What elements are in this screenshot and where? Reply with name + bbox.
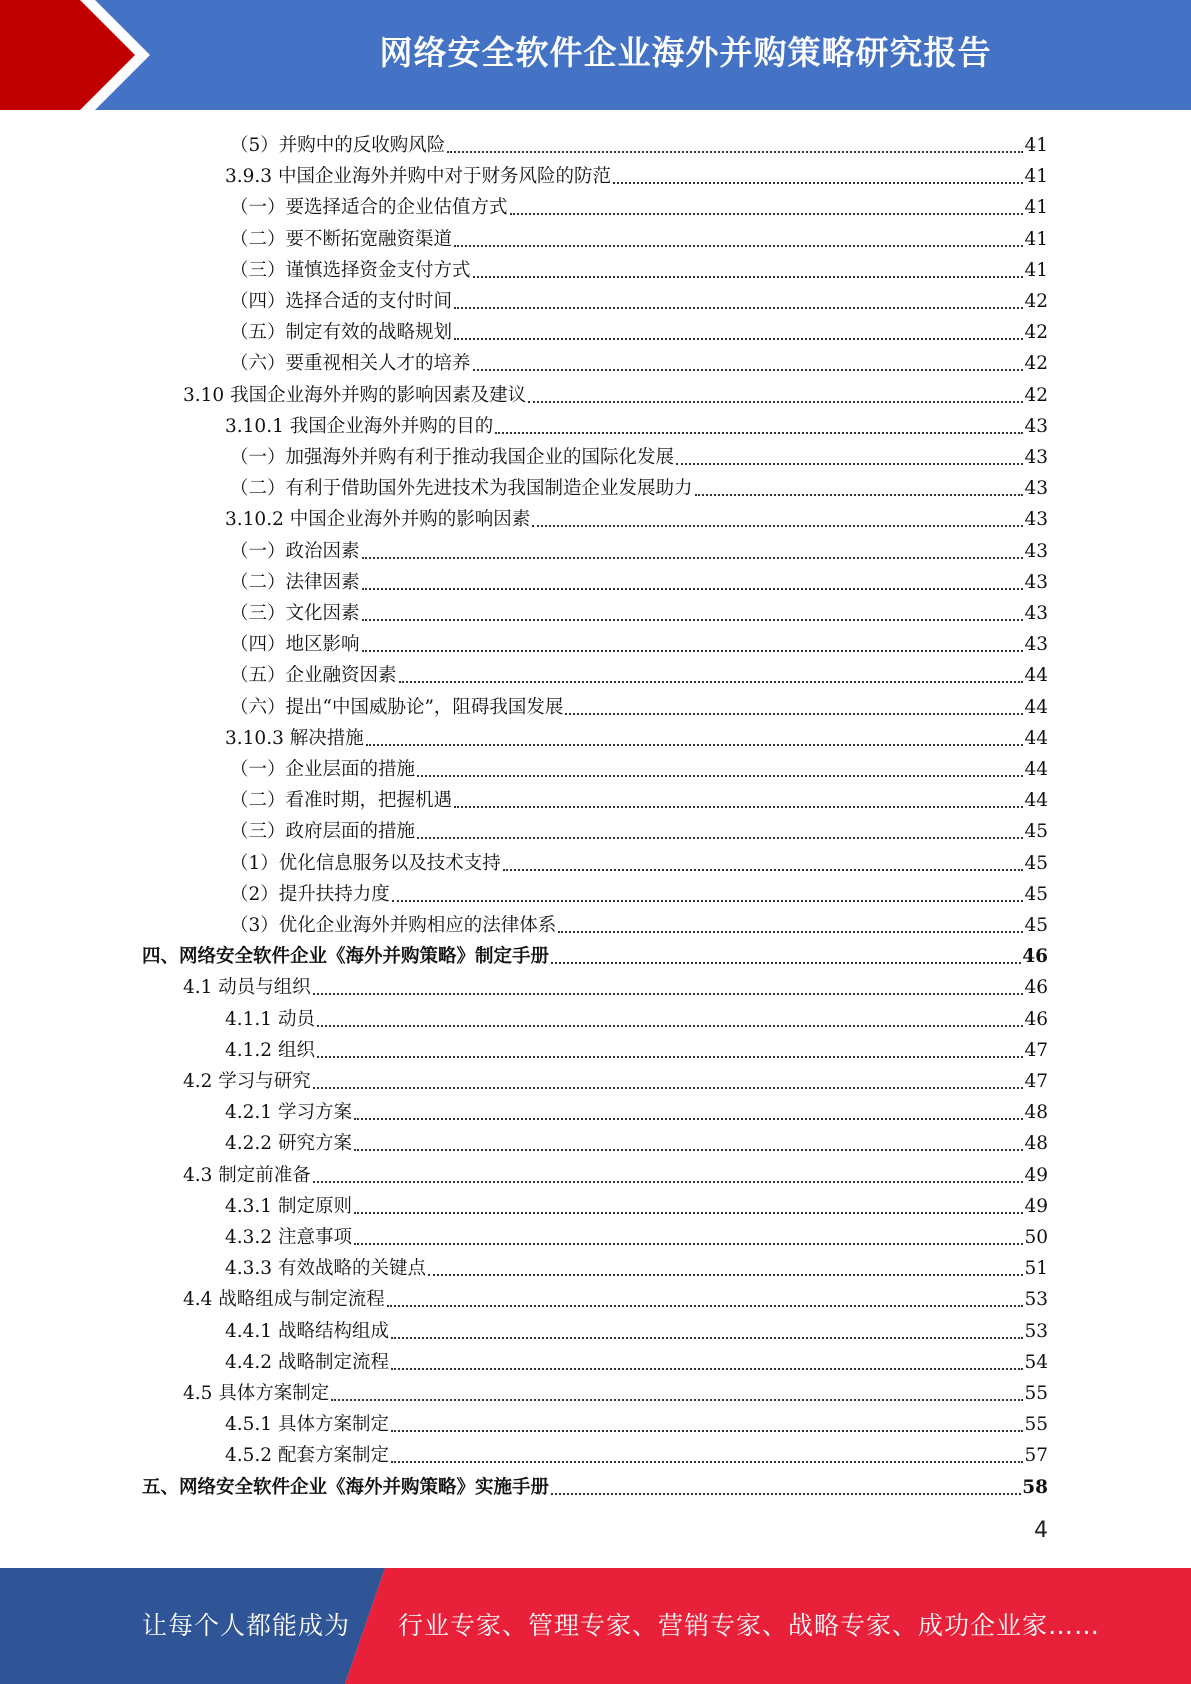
toc-dot-leader: [528, 401, 1023, 403]
toc-entry-label: 4.3.2 注意事项: [225, 1227, 352, 1248]
footer-slogan-left: 让每个人都能成为: [142, 1611, 351, 1640]
toc-entry-label: 4.4 战略组成与制定流程: [183, 1289, 385, 1311]
toc-entry[interactable]: [230, 596, 1048, 627]
toc-entry-label: 3.10.2 中国企业海外并购的影响因素: [225, 509, 531, 531]
toc-dot-leader: [558, 931, 1023, 933]
toc-entry-page: 41: [1024, 166, 1048, 188]
toc-entry-label: 4.2.1 学习方案: [225, 1102, 352, 1124]
toc-entry-page: 51: [1024, 1258, 1048, 1280]
toc-entry-page: 43: [1024, 540, 1048, 562]
toc-entry-label: （二）法律因素: [230, 571, 360, 593]
toc-entry[interactable]: [225, 1126, 1048, 1157]
toc-dot-leader: [313, 1087, 1024, 1089]
toc-dot-leader: [354, 1149, 1024, 1151]
toc-dot-leader: [454, 245, 1023, 247]
toc-dot-leader: [391, 1337, 1023, 1339]
toc-entry-label: 4.3.3 有效战略的关键点: [225, 1258, 426, 1280]
toc-entry[interactable]: [230, 783, 1048, 814]
toc-entry-page: 43: [1024, 478, 1048, 500]
page-footer: [0, 1568, 1191, 1684]
toc-dot-leader: [454, 307, 1023, 309]
toc-entry[interactable]: [230, 690, 1048, 721]
toc-entry[interactable]: [225, 1002, 1048, 1033]
toc-entry-label: （一）企业层面的措施: [230, 759, 416, 780]
toc-entry-page: 46: [1024, 977, 1048, 999]
toc-entry-page: 43: [1024, 509, 1048, 531]
toc-dot-leader: [695, 494, 1024, 496]
toc-entry-page: 44: [1024, 727, 1048, 749]
toc-dot-leader: [473, 369, 1024, 371]
toc-dot-leader: [391, 1368, 1023, 1370]
toc-dot-leader: [503, 869, 1024, 871]
toc-entry-label: 4.5.2 配套方案制定: [225, 1445, 389, 1467]
toc-entry[interactable]: [230, 908, 1048, 939]
toc-entry[interactable]: [142, 939, 1048, 970]
toc-entry-page: 43: [1024, 415, 1048, 437]
toc-entry-label: 3.10.3 解决措施: [225, 727, 364, 749]
toc-entry-page: 44: [1024, 696, 1048, 718]
toc-entry-page: 57: [1024, 1445, 1048, 1467]
toc-entry-label: 4.5 具体方案制定: [183, 1383, 330, 1404]
toc-dot-leader: [317, 1056, 1024, 1058]
toc-dot-leader: [366, 744, 1024, 746]
toc-entry-label: （一）要选择适合的企业估值方式: [230, 197, 508, 219]
toc-entry-label: 4.1.1 动员: [225, 1008, 315, 1030]
toc-entry[interactable]: [230, 346, 1048, 377]
toc-entry-page: 43: [1024, 447, 1048, 468]
toc-entry-page: 41: [1024, 197, 1048, 219]
toc-entry[interactable]: [225, 721, 1048, 752]
toc-dot-leader: [510, 213, 1024, 215]
toc-entry-label: （二）有利于借助国外先进技术为我国制造企业发展助力: [230, 478, 693, 500]
toc-entry-page: 47: [1024, 1039, 1048, 1061]
toc-entry[interactable]: [230, 534, 1048, 565]
toc-dot-leader: [387, 1305, 1024, 1307]
toc-entry[interactable]: [225, 409, 1048, 440]
toc-entry[interactable]: [230, 471, 1048, 502]
toc-dot-leader: [495, 432, 1023, 434]
toc-entry-label: （3）优化企业海外并购相应的法律体系: [230, 915, 557, 936]
toc-entry-page: 42: [1024, 322, 1048, 344]
toc-dot-leader: [391, 1430, 1023, 1432]
page-header: [0, 0, 1191, 110]
toc-entry-label: 4.1 动员与组织: [183, 977, 311, 999]
toc-entry[interactable]: [183, 1064, 1048, 1095]
toc-dot-leader: [317, 1025, 1024, 1027]
toc-entry-label: （五）制定有效的战略规划: [230, 322, 453, 344]
toc-entry-page: 45: [1024, 852, 1048, 874]
page-number: 4: [1034, 1518, 1048, 1543]
toc-entry-page: 45: [1024, 915, 1048, 936]
toc-dot-leader: [391, 1461, 1023, 1463]
toc-entry[interactable]: [225, 1407, 1048, 1438]
toc-dot-leader: [354, 1212, 1024, 1214]
toc-entry[interactable]: [225, 1438, 1048, 1469]
toc-entry-label: 4.1.2 组织: [225, 1039, 315, 1061]
toc-entry[interactable]: [225, 1220, 1048, 1251]
toc-entry[interactable]: [183, 1282, 1048, 1313]
toc-dot-leader: [532, 525, 1023, 527]
toc-dot-leader: [473, 276, 1024, 278]
toc-entry-page: 45: [1024, 821, 1048, 843]
toc-dot-leader: [551, 1493, 1021, 1495]
toc-entry-label: 4.2 学习与研究: [183, 1071, 311, 1092]
toc-entry[interactable]: [230, 190, 1048, 221]
toc-dot-leader: [331, 1399, 1023, 1401]
toc-dot-leader: [613, 182, 1023, 184]
toc-entry[interactable]: [183, 970, 1048, 1001]
report-title: 网络安全软件企业海外并购策略研究报告: [379, 33, 992, 72]
toc-entry-page: 42: [1024, 353, 1048, 375]
toc-entry-label: 4.2.2 研究方案: [225, 1133, 352, 1155]
toc-entry-page: 43: [1024, 571, 1048, 593]
toc-entry-page: 55: [1024, 1414, 1048, 1436]
toc-entry[interactable]: [183, 1158, 1048, 1189]
toc-entry-page: 41: [1024, 135, 1048, 156]
toc-entry-label: 四、网络安全软件企业《海外并购策略》制定手册: [142, 946, 550, 968]
footer-slogan-right: 行业专家、管理专家、营销专家、战略专家、成功企业家……: [398, 1611, 1101, 1640]
toc-entry-page: 47: [1024, 1071, 1048, 1092]
toc-entry-label: （六）提出“中国威胁论”，阻碍我国发展: [230, 696, 564, 718]
toc-entry[interactable]: [225, 1033, 1048, 1064]
toc-entry[interactable]: [225, 1095, 1048, 1126]
toc-dot-leader: [399, 681, 1024, 683]
toc-entry-label: （六）要重视相关人才的培养: [230, 353, 471, 375]
toc-entry-label: （二）要不断拓宽融资渠道: [230, 228, 453, 250]
toc-entry[interactable]: [225, 1314, 1048, 1345]
toc-entry-label: 4.4.2 战略制定流程: [225, 1351, 389, 1373]
toc-entry-label: （一）加强海外并购有利于推动我国企业的国际化发展: [230, 447, 675, 468]
toc-dot-leader: [551, 962, 1021, 964]
toc-entry[interactable]: [230, 846, 1048, 877]
toc-entry-page: 50: [1024, 1227, 1048, 1248]
toc-dot-leader: [417, 775, 1023, 777]
toc-entry-page: 44: [1024, 790, 1048, 812]
toc-entry-page: 53: [1024, 1289, 1048, 1311]
toc-dot-leader: [565, 713, 1023, 715]
toc-entry-page: 44: [1024, 665, 1048, 687]
toc-dot-leader: [392, 900, 1024, 902]
toc-dot-leader: [362, 619, 1024, 621]
toc-entry[interactable]: [230, 253, 1048, 284]
toc-entry-label: （三）政府层面的措施: [230, 821, 416, 843]
toc-entry-page: 41: [1024, 259, 1048, 281]
toc-entry[interactable]: [230, 877, 1048, 908]
toc-entry[interactable]: [183, 378, 1048, 409]
toc-entry-page: 42: [1024, 384, 1048, 406]
toc-entry[interactable]: [225, 159, 1048, 190]
toc-entry-label: 4.3 制定前准备: [183, 1164, 311, 1186]
toc-entry[interactable]: [230, 814, 1048, 845]
toc-entry-page: 44: [1024, 759, 1048, 780]
toc-entry-label: 4.5.1 具体方案制定: [225, 1414, 389, 1436]
toc-dot-leader: [354, 1118, 1024, 1120]
toc-entry-label: （二）看准时期，把握机遇: [230, 790, 453, 812]
toc-dot-leader: [454, 806, 1023, 808]
toc-entry[interactable]: [225, 1345, 1048, 1376]
toc-entry-label: （四）选择合适的支付时间: [230, 291, 453, 312]
toc-entry-page: 43: [1024, 634, 1048, 656]
toc-entry-label: 五、网络安全软件企业《海外并购策略》实施手册: [142, 1476, 550, 1498]
toc-entry-page: 48: [1024, 1133, 1048, 1155]
toc-entry[interactable]: [225, 502, 1048, 533]
toc-entry[interactable]: [230, 222, 1048, 253]
toc-entry-page: 55: [1024, 1383, 1048, 1404]
toc-entry-page: 53: [1024, 1320, 1048, 1342]
toc-entry-page: 49: [1024, 1195, 1048, 1217]
header-chevron-decoration: [0, 0, 200, 110]
toc-dot-leader: [362, 588, 1024, 590]
toc-entry-page: 41: [1024, 228, 1048, 250]
toc-entry-label: 3.9.3 中国企业海外并购中对于财务风险的防范: [225, 166, 611, 188]
toc-dot-leader: [454, 338, 1023, 340]
toc-dot-leader: [354, 1243, 1024, 1245]
toc-entry[interactable]: [230, 440, 1048, 471]
toc-entry[interactable]: [230, 627, 1048, 658]
toc-entry-label: （一）政治因素: [230, 540, 360, 562]
toc-entry-label: 3.10 我国企业海外并购的影响因素及建议: [183, 384, 527, 406]
toc-dot-leader: [428, 1274, 1023, 1276]
toc-entry-page: 54: [1024, 1351, 1048, 1373]
toc-entry-label: （2）提升扶持力度: [230, 883, 390, 905]
toc-dot-leader: [447, 151, 1023, 153]
toc-entry-page: 48: [1024, 1102, 1048, 1124]
toc-entry[interactable]: [142, 1470, 1048, 1501]
toc-entry[interactable]: [230, 565, 1048, 596]
toc-entry[interactable]: [230, 128, 1048, 159]
toc-dot-leader: [676, 463, 1023, 465]
toc-entry-page: 45: [1024, 883, 1048, 905]
toc-entry-page: 46: [1024, 1008, 1048, 1030]
toc-dot-leader: [313, 1181, 1024, 1183]
toc-entry[interactable]: [230, 752, 1048, 783]
toc-entry-page: 42: [1024, 291, 1048, 312]
toc-entry-page: 49: [1024, 1164, 1048, 1186]
toc-entry-page: 46: [1022, 946, 1048, 968]
toc-entry-page: 43: [1024, 603, 1048, 624]
toc-entry-label: 3.10.1 我国企业海外并购的目的: [225, 415, 494, 437]
toc-dot-leader: [313, 993, 1024, 995]
toc-entry[interactable]: [230, 284, 1048, 315]
toc-entry[interactable]: [225, 1189, 1048, 1220]
toc-entry-label: 4.4.1 战略结构组成: [225, 1320, 389, 1342]
toc-entry[interactable]: [225, 1251, 1048, 1282]
toc-dot-leader: [362, 557, 1024, 559]
toc-entry[interactable]: [230, 658, 1048, 689]
toc-entry[interactable]: [183, 1376, 1048, 1407]
toc-dot-leader: [362, 650, 1024, 652]
toc-entry-label: （五）企业融资因素: [230, 665, 397, 687]
toc-entry-label: （四）地区影响: [230, 634, 360, 656]
toc-entry[interactable]: [230, 315, 1048, 346]
toc-dot-leader: [417, 837, 1023, 839]
toc-entry-label: （三）谨慎选择资金支付方式: [230, 259, 471, 281]
toc-entry-label: （1）优化信息服务以及技术支持: [230, 852, 501, 874]
toc-entry-label: 4.3.1 制定原则: [225, 1195, 352, 1217]
toc-entry-label: （5）并购中的反收购风险: [230, 135, 446, 156]
toc-entry-label: （三）文化因素: [230, 603, 360, 624]
toc-entry-page: 58: [1022, 1476, 1048, 1498]
